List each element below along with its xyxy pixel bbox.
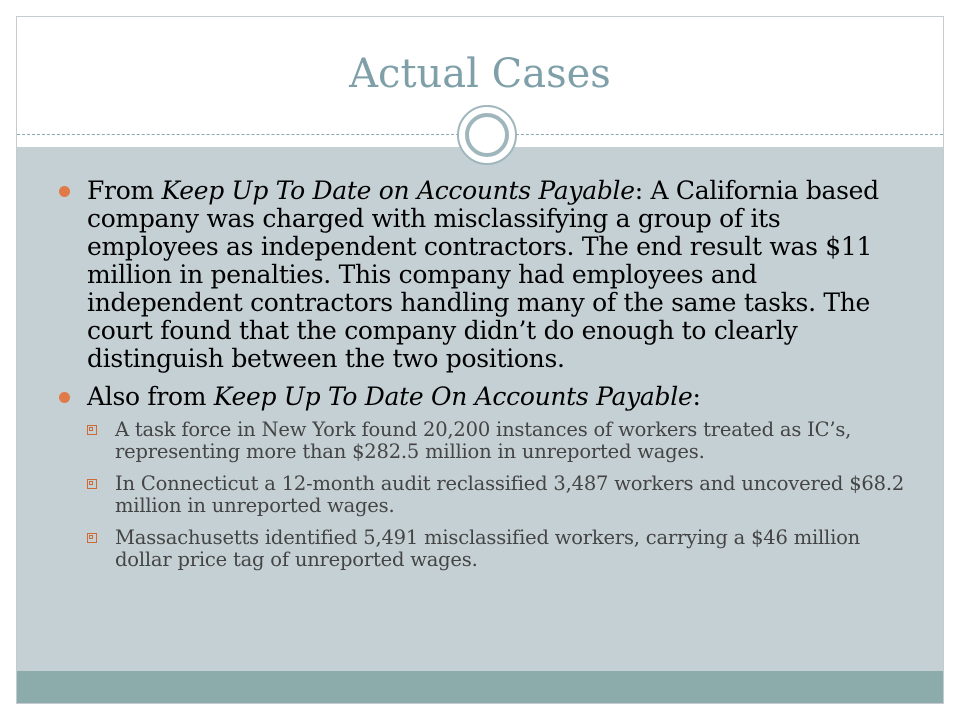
content-area <box>17 147 943 671</box>
slide-title: Actual Cases <box>349 51 611 97</box>
bullet-text: : A California based company was charged with misclassifying a group of its employees as independent contractors. The end result was $11 million in penalties. This company had employees and independent contractors handling many of the same tasks. The court found that the company didn’t do enough to clearly distinguish between the two positions. <box>87 176 879 373</box>
sub-bullet-list <box>87 419 907 571</box>
decorative-ring-inner <box>465 113 509 157</box>
bullet-prefix: Also from <box>87 382 214 411</box>
bullet-source: Keep Up To Date On Accounts Payable <box>213 382 693 411</box>
bullet-list <box>57 177 907 581</box>
square-bullet-icon <box>87 479 97 489</box>
square-bullet-icon <box>87 425 97 435</box>
sub-bullet-connecticut <box>85 473 907 517</box>
bullet-item-also <box>57 383 907 571</box>
footer-bar <box>17 671 943 703</box>
square-bullet-icon <box>87 533 97 543</box>
sub-bullet-text: Massachusetts identified 5,491 misclassified workers, carrying a $46 million dollar price tag of unreported wages. <box>115 526 861 571</box>
sub-bullet-new-york <box>85 419 907 463</box>
decorative-ring-icon <box>457 105 517 165</box>
sub-bullet-massachusetts <box>85 527 907 571</box>
bullet-source: Keep Up To Date on Accounts Payable <box>161 176 635 205</box>
bullet-dot-icon <box>59 392 70 403</box>
slide <box>16 16 944 704</box>
bullet-text: : <box>692 382 701 411</box>
bullet-item-california <box>57 177 907 373</box>
sub-bullet-text: A task force in New York found 20,200 instances of workers treated as IC’s, representing more than $282.5 million in unreported wages. <box>115 418 852 463</box>
sub-bullet-text: In Connecticut a 12-month audit reclassified 3,487 workers and uncovered $68.2 million in unreported wages. <box>115 472 905 517</box>
bullet-dot-icon <box>59 186 70 197</box>
bullet-prefix: From <box>87 176 162 205</box>
